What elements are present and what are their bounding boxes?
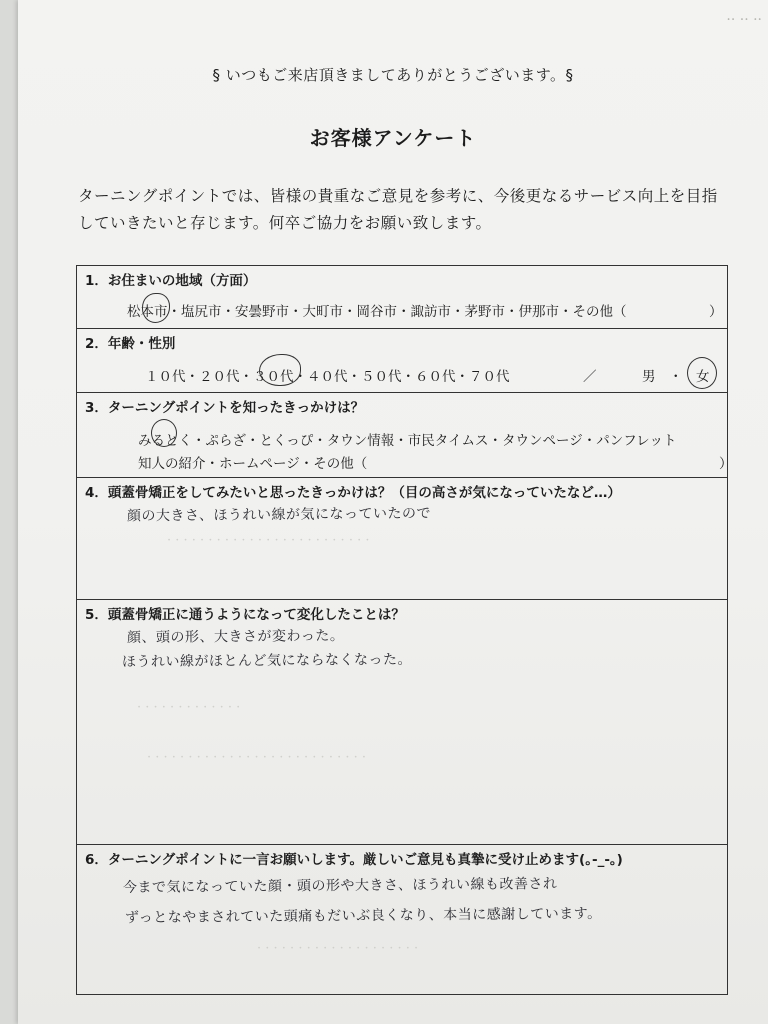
- region-other-close: ）: [709, 304, 723, 320]
- question-2: [77, 329, 727, 393]
- gender-options: 男 ・ 女: [642, 369, 710, 385]
- question-6-answer-line: 今まで気になっていた顔・頭の形や大きさ、ほうれい線も改善され: [122, 876, 558, 896]
- intro-paragraph: [78, 183, 728, 237]
- selection-circle-mirutoku: [151, 419, 177, 447]
- selection-circle-female: [687, 357, 717, 389]
- question-5-title: 5．頭蓋骨矯正に通うようになって変化したことは？: [85, 607, 405, 623]
- question-4-title: 4．頭蓋骨矯正をしてみたいと思ったきっかけは？（目の高さが気になっていたなど…）: [85, 485, 621, 501]
- question-1-title: 1．お住まいの地域（方面）: [85, 273, 257, 289]
- greeting-text: § いつもご来店頂きましてありがとうございます。§: [212, 66, 574, 84]
- bleed-through-text: · · · · · · · · · · · · · · · · · · · · · · · · · · ·: [147, 750, 367, 765]
- source-options-line-2: 知人の紹介・ホームページ・その他（: [138, 456, 368, 472]
- survey-form: [76, 265, 733, 995]
- page-title: お客様アンケート: [309, 126, 477, 150]
- age-options: １０代・２０代・３０代・４０代・５０代・６０代・７０代: [145, 369, 510, 385]
- question-6: [77, 845, 727, 996]
- selection-circle-30s: [259, 354, 301, 386]
- question-5: [77, 600, 727, 845]
- question-6-answer-line: ずっとなやまされていた頭痛もだいぶ良くなり、本当に感謝しています。: [124, 905, 602, 927]
- bleed-through-text: · · · · · · · · · · · · · · · · · · · · · · · · ·: [167, 533, 370, 548]
- question-1: [77, 266, 727, 329]
- question-4: [77, 478, 727, 600]
- source-options-line-1: みるとく・ぷらざ・とくっぴ・タウン情報・市民タイムス・タウンページ・パンフレット: [138, 433, 677, 449]
- bleed-through-text: · · · · · · · · · · · · ·: [137, 700, 241, 715]
- region-options: 松本市・塩尻市・安曇野市・大町市・岡谷市・諏訪市・茅野市・伊那市・その他（: [127, 304, 627, 320]
- question-5-answer-line: ほうれい線がほとんど気にならなくなった。: [121, 651, 413, 671]
- question-6-title: 6．ターニングポイントに一言お願いします。厳しいご意見も真摯に受け止めます(｡-_-｡): [85, 852, 623, 868]
- age-gender-divider: ／: [583, 369, 597, 385]
- question-4-answer: 顔の大きさ、ほうれい線が気になっていたので: [126, 505, 432, 525]
- question-3-title: 3．ターニングポイントを知ったきっかけは？: [85, 400, 365, 416]
- survey-sheet: [18, 0, 768, 1024]
- question-2-title: 2．年齢・性別: [85, 336, 176, 352]
- intro-line: していきたいと存じます。何卒ご協力をお願い致します。: [78, 214, 492, 232]
- intro-line: ターニングポイントでは、皆様の貴重なご意見を参考に、今後更なるサービス向上を目指: [78, 187, 718, 205]
- question-5-answer-line: 顔、頭の形、大きさが変わった。: [126, 628, 345, 646]
- bleed-through-text: · · · · · · · · · · · · · · · · · · · ·: [257, 941, 419, 956]
- source-other-close: ）: [719, 456, 733, 472]
- bleed-through-mark: ·· ·· ··: [726, 12, 762, 28]
- question-3: [77, 393, 733, 478]
